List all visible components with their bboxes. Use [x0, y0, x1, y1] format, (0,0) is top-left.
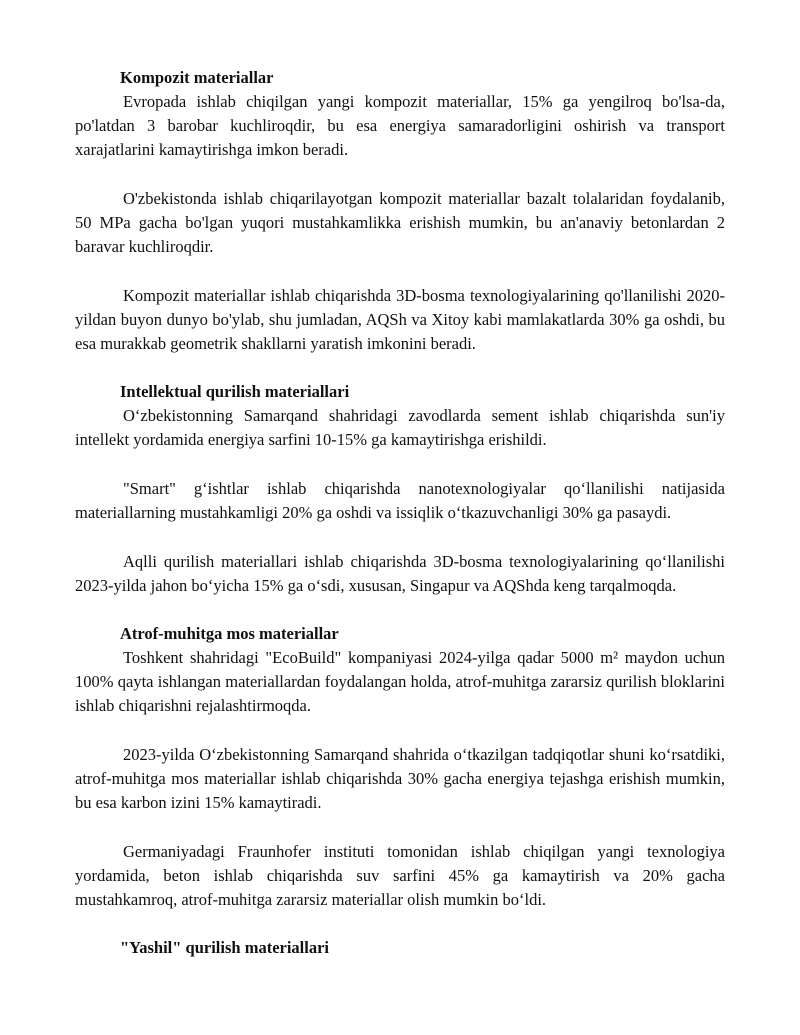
paragraph: Kompozit materiallar ishlab chiqarishda 3D-bosma texnologiyalarining qo'llanilishi 2020-yildan buyon dunyo bo'ylab, shu jumladan, AQSh va Xitoy kabi mamlakatlarda 30% ga oshdi, bu esa murakkab geometrik shakllarni yaratish imkonini beradi.	[75, 286, 725, 353]
section-heading-atrof-muhit: Atrof-muhitga mos materiallar	[120, 624, 339, 643]
paragraph: Toshkent shahridagi "EcoBuild" kompaniyasi 2024-yilga qadar 5000 m² maydon uchun 100% qayta ishlangan materiallardan foydalangan holda, atrof-muhitga zararsiz qurilish bloklarini ishlab chiqarishni rejalashtirmoqda.	[75, 648, 725, 715]
paragraph: 2023-yilda O‘zbekistonning Samarqand shahrida o‘tkazilgan tadqiqotlar shuni ko‘rsatdiki, atrof-muhitga mos materiallar ishlab chiqarishda 30% gacha energiya tejashga erishish mumkin, bu esa karbon izini 15% kamaytiradi.	[75, 745, 725, 812]
section-heading-kompozit: Kompozit materiallar	[120, 68, 274, 87]
paragraph: O'zbekistonda ishlab chiqarilayotgan kompozit materiallar bazalt tolalaridan foydalanib, 50 MPa gacha bo'lgan yuqori mustahkamlikka erishish mumkin, bu an'anaviy betonlardan 2 baravar kuchliroqdir.	[75, 189, 725, 256]
paragraph: O‘zbekistonning Samarqand shahridagi zavodlarda sement ishlab chiqarishda sun'iy intellekt yordamida energiya sarfini 10-15% ga kamaytirishga erishildi.	[75, 406, 725, 449]
paragraph: "Smart" g‘ishtlar ishlab chiqarishda nanotexnologiyalar qo‘llanilishi natijasida materiallarning mustahkamligi 20% ga oshdi va issiqlik o‘tkazuvchanligi 30% ga pasaydi.	[75, 479, 725, 522]
section-heading-intellektual: Intellektual qurilish materiallari	[120, 382, 350, 401]
section-heading-yashil: "Yashil" qurilish materiallari	[120, 938, 329, 957]
paragraph: Aqlli qurilish materiallari ishlab chiqarishda 3D-bosma texnologiyalarining qo‘llanilishi 2023-yilda jahon bo‘yicha 15% ga o‘sdi, xususan, Singapur va AQShda keng tarqalmoqda.	[75, 552, 725, 595]
paragraph: Evropada ishlab chiqilgan yangi kompozit materiallar, 15% ga yengilroq bo'lsa-da, po'latdan 3 barobar kuchliroqdir, bu esa energiya samaradorligini oshirish va transport xarajatlarini kamaytirishga imkon beradi.	[75, 92, 725, 159]
paragraph: Germaniyadagi Fraunhofer instituti tomonidan ishlab chiqilgan yangi texnologiya yordamida, beton ishlab chiqarishda suv sarfini 45% ga kamaytirish va 20% gacha mustahkamroq, atrof-muhitga zararsiz materiallar olish mumkin bo‘ldi.	[75, 842, 725, 909]
